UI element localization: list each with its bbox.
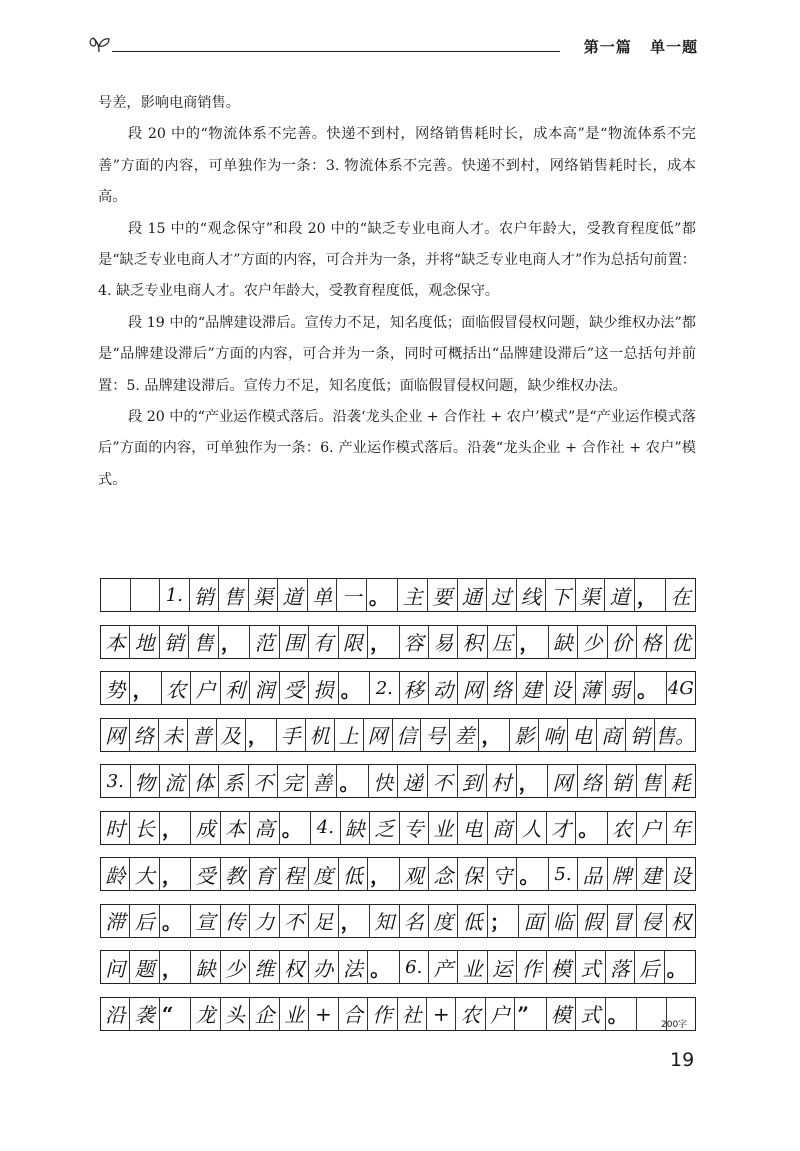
grid-cell: 农 <box>456 998 485 1030</box>
grid-cell: 格 <box>637 626 666 658</box>
grid-cell: 育 <box>250 858 279 890</box>
grid-cell: 合 <box>339 998 368 1030</box>
grid-cell: 4. <box>311 812 340 844</box>
header-rule <box>112 51 560 52</box>
grid-cell: 。 <box>606 998 637 1030</box>
grid-cell <box>131 579 161 611</box>
grid-cell: 过 <box>487 579 517 611</box>
grid-cell: 商 <box>597 719 626 751</box>
grid-cell: 一 <box>337 579 367 611</box>
grid-cell: 题 <box>130 951 159 983</box>
grid-cell: 。 <box>635 672 666 704</box>
grid-cell: 围 <box>280 626 309 658</box>
grid-cell: 业 <box>280 998 309 1030</box>
leaf-icon <box>86 30 112 56</box>
grid-cell: 人 <box>517 812 546 844</box>
word-count-label: 200字 <box>661 1020 688 1030</box>
page-number: 19 <box>670 1049 695 1071</box>
grid-cell: 络 <box>488 672 517 704</box>
paragraph: 段 20 中的“产业运作模式落后。沿袭‘龙头企业 + 合作社 + 农户’模式”是“产业运作模式落后”方面的内容，可单独作为一条：6. 产业运作模式落后。沿袭“龙头企业 + 合作社 + 农户”模式。 <box>98 409 696 488</box>
grid-cell: 道 <box>278 579 308 611</box>
section-title <box>584 36 698 57</box>
grid-cell: 名 <box>400 905 429 937</box>
grid-cell: 程 <box>280 858 309 890</box>
grid-cell: 本 <box>101 626 130 658</box>
grid-cell: 动 <box>429 672 458 704</box>
grid-cell: 缺 <box>191 951 220 983</box>
paragraph: 段 15 中的“观念保守”和段 20 中的“缺乏专业电商人才。农户年龄大，受教育程度低”都是“缺乏专业电商人才”方面的内容，可合并为一条，并将“缺乏专业电商人才”作为总括句前置：4. 缺乏专业电商人才。农户年龄大，受教育程度低，观念保守。 <box>98 220 696 300</box>
grid-cell: 。 <box>666 956 687 981</box>
grid-cell: 建 <box>637 858 666 890</box>
grid-cell: 头 <box>221 998 250 1030</box>
grid-cell: 业 <box>458 951 487 983</box>
grid-cell: 商 <box>488 812 517 844</box>
grid-cell: 建 <box>517 672 546 704</box>
grid-cell: 3. <box>101 765 131 797</box>
grid-cell: 优 <box>670 631 691 655</box>
grid-cell: 时 <box>101 812 130 844</box>
grid-cell: 户 <box>191 672 220 704</box>
grid-cell: 户 <box>486 998 515 1030</box>
paragraph: 段 20 中的“物流体系不完善。快递不到村，网络销售耗时长，成本高”是“物流体系不完善”方面的内容，可单独作为一条：3. 物流体系不完善。快递不到村，网络销售耗时长，成本高。 <box>98 126 696 206</box>
grid-cell: ， <box>517 626 548 658</box>
grid-cell: ， <box>368 626 399 658</box>
grid-cell: 高 <box>250 812 279 844</box>
grid-cell: ， <box>339 905 370 937</box>
paragraph: 号差，影响电商销售。 <box>98 95 240 111</box>
grid-row <box>100 811 696 845</box>
grid-cell: 低 <box>339 858 368 890</box>
grid-cell: 2. <box>370 672 399 704</box>
grid-cell: 运 <box>488 951 517 983</box>
grid-cell: 年 <box>670 817 691 841</box>
grid-cell: 宣 <box>191 905 220 937</box>
grid-cell <box>101 579 131 611</box>
grid-row <box>100 578 696 612</box>
grid-cell: 模 <box>547 951 576 983</box>
grid-cell: 保 <box>458 858 487 890</box>
grid-cell: 传 <box>221 905 250 937</box>
grid-cell: 观 <box>400 858 429 890</box>
grid-cell: 机 <box>306 719 335 751</box>
grid-cell: 村 <box>487 765 517 797</box>
grid-cell: 销 <box>607 765 637 797</box>
grid-cell: 售 <box>637 765 667 797</box>
grid-row <box>100 718 696 752</box>
grid-cell: 农 <box>608 812 637 844</box>
grid-cell: 农 <box>162 672 191 704</box>
grid-cell: 完 <box>278 765 308 797</box>
grid-cell: 销 <box>626 719 655 751</box>
grid-cell: ， <box>479 719 510 751</box>
grid-cell: 。 <box>367 579 399 611</box>
grid-cell: 企 <box>250 998 279 1030</box>
answer-grid <box>100 578 696 1043</box>
grid-cell: 体 <box>190 765 220 797</box>
grid-cell: 售 <box>219 579 249 611</box>
grid-cell: 手 <box>277 719 306 751</box>
grid-cell: 成 <box>191 812 220 844</box>
grid-cell: 品 <box>578 858 607 890</box>
grid-cell: 业 <box>429 812 458 844</box>
topic-label: 单一题 <box>649 38 698 56</box>
grid-cell: 销 <box>160 626 189 658</box>
grid-cell: 设 <box>547 672 576 704</box>
grid-cell: 范 <box>250 626 279 658</box>
grid-cell: 沿 <box>101 998 130 1030</box>
grid-cell: 。 <box>576 812 607 844</box>
grid-cell: 龙 <box>191 998 220 1030</box>
grid-cell: 差 <box>450 719 479 751</box>
grid-cell: 龄 <box>101 858 130 890</box>
grid-cell: + <box>427 998 456 1030</box>
grid-cell: 临 <box>549 905 578 937</box>
grid-cell: 到 <box>458 765 488 797</box>
grid-cell: 下 <box>546 579 576 611</box>
grid-cell: ， <box>160 812 191 844</box>
grid-cell: 普 <box>188 719 217 751</box>
grid-cell: 6. <box>400 951 429 983</box>
grid-cell: 上 <box>335 719 364 751</box>
grid-cell: 受 <box>191 858 220 890</box>
grid-row <box>100 671 696 705</box>
grid-cell: 善 <box>308 765 338 797</box>
grid-cell: 冒 <box>608 905 637 937</box>
grid-cell: ， <box>368 858 399 890</box>
grid-cell: 耗 <box>670 770 691 795</box>
grid-cell: 。 <box>339 672 370 704</box>
grid-cell: ” <box>515 998 546 1030</box>
grid-cell: 作 <box>517 951 546 983</box>
grid-cell: 1. <box>160 579 190 611</box>
grid-cell: 办 <box>309 951 338 983</box>
grid-cell: 产 <box>429 951 458 983</box>
grid-cell: 长 <box>130 812 159 844</box>
grid-cell: 地 <box>130 626 159 658</box>
grid-cell: 户 <box>637 812 666 844</box>
grid-cell: 。 <box>337 765 369 797</box>
grid-cell: 。 <box>280 812 311 844</box>
grid-cell: 后 <box>635 951 664 983</box>
grid-cell: 念 <box>429 858 458 890</box>
grid-cell: 缺 <box>341 812 370 844</box>
grid-cell: 模 <box>547 998 576 1030</box>
grid-cell: 后 <box>130 905 159 937</box>
grid-cell: 网 <box>364 719 393 751</box>
grid-cell: 5. <box>549 858 578 890</box>
grid-cell: 网 <box>101 719 130 751</box>
grid-cell: 未 <box>159 719 188 751</box>
grid-cell: 有 <box>309 626 338 658</box>
grid-cell: 侵 <box>637 905 666 937</box>
grid-cell: 专 <box>400 812 429 844</box>
grid-cell: 移 <box>400 672 429 704</box>
grid-cell: 知 <box>370 905 399 937</box>
explanation-text <box>98 88 696 496</box>
grid-cell: 润 <box>250 672 279 704</box>
running-header <box>86 30 698 60</box>
grid-cell: 乏 <box>370 812 399 844</box>
grid-cell: 守 <box>488 858 517 890</box>
grid-cell: 流 <box>160 765 190 797</box>
grid-cell: 利 <box>221 672 250 704</box>
grid-cell: 络 <box>130 719 159 751</box>
grid-cell: 不 <box>428 765 458 797</box>
grid-cell: 少 <box>578 626 607 658</box>
grid-row <box>100 950 696 984</box>
grid-row <box>100 764 696 798</box>
grid-cell: 销 <box>190 579 220 611</box>
grid-cell: 线 <box>517 579 547 611</box>
grid-cell: 。 <box>368 951 399 983</box>
grid-cell: 本 <box>221 812 250 844</box>
grid-cell: 作 <box>368 998 397 1030</box>
grid-cell: 足 <box>309 905 338 937</box>
grid-cell: 响 <box>539 719 568 751</box>
grid-cell: 不 <box>249 765 279 797</box>
grid-cell: 大 <box>130 858 159 890</box>
grid-cell: “ <box>160 998 191 1030</box>
grid-cell: 价 <box>608 626 637 658</box>
grid-cell: 单 <box>308 579 338 611</box>
grid-cell: 。 <box>160 905 191 937</box>
grid-cell: 4G <box>667 677 694 699</box>
grid-cell: 售。 <box>655 724 696 748</box>
grid-cell: ； <box>488 905 519 937</box>
grid-cell: 度 <box>309 858 338 890</box>
grid-cell: 弱 <box>606 672 635 704</box>
grid-cell: 物 <box>131 765 161 797</box>
grid-cell: 问 <box>101 951 130 983</box>
grid-cell: 法 <box>339 951 368 983</box>
grid-cell: 网 <box>548 765 578 797</box>
grid-cell: ， <box>246 719 277 751</box>
grid-row <box>100 625 696 659</box>
grid-cell: 电 <box>458 812 487 844</box>
grid-cell: 低 <box>458 905 487 937</box>
grid-cell: 限 <box>339 626 368 658</box>
grid-cell: 网 <box>458 672 487 704</box>
grid-cell: 袭 <box>130 998 159 1030</box>
grid-cell: 影 <box>510 719 539 751</box>
grid-cell: 权 <box>670 910 691 934</box>
grid-cell: + <box>309 998 338 1030</box>
grid-cell: 信 <box>393 719 422 751</box>
grid-cell: 。 <box>517 858 548 890</box>
paragraph: 段 19 中的“品牌建设滞后。宣传力不足，知名度低；面临假冒侵权问题，缺少维权办法”都是“品牌建设滞后”方面的内容，可合并为一条，同时可概括出“品牌建设滞后”这一总括句并前置：5. 品牌建设滞后。宣传力不足，知名度低；面临假冒侵权问题，缺少维权办法。 <box>98 314 696 394</box>
grid-cell: ， <box>160 951 191 983</box>
grid-cell: 通 <box>458 579 488 611</box>
grid-cell: 渠 <box>249 579 279 611</box>
grid-cell: 面 <box>519 905 548 937</box>
grid-cell: 易 <box>429 626 458 658</box>
grid-cell: 式 <box>576 998 605 1030</box>
grid-cell: 电 <box>568 719 597 751</box>
grid-cell: 受 <box>280 672 309 704</box>
grid-cell: 要 <box>428 579 458 611</box>
grid-cell: 损 <box>309 672 338 704</box>
grid-cell: ， <box>160 858 191 890</box>
grid-cell: 在 <box>670 584 691 609</box>
grid-cell: 道 <box>605 579 635 611</box>
grid-cell: 假 <box>578 905 607 937</box>
grid-cell: 落 <box>606 951 635 983</box>
grid-cell: 压 <box>488 626 517 658</box>
section-label: 第一篇 <box>583 38 632 56</box>
grid-cell: 号 <box>421 719 450 751</box>
grid-cell: 及 <box>217 719 246 751</box>
grid-row <box>100 857 696 891</box>
grid-cell: 式 <box>576 951 605 983</box>
grid-cell: ， <box>517 765 549 797</box>
grid-cell: 积 <box>458 626 487 658</box>
grid-row <box>100 997 696 1031</box>
grid-cell: 才 <box>547 812 576 844</box>
grid-cell: 势 <box>101 672 130 704</box>
grid-cell: 售 <box>189 626 218 658</box>
grid-cell: 度 <box>429 905 458 937</box>
grid-cell: 社 <box>398 998 427 1030</box>
grid-cell: ， <box>219 626 250 658</box>
grid-cell: 少 <box>221 951 250 983</box>
grid-cell: 力 <box>250 905 279 937</box>
grid-cell: ， <box>635 579 667 611</box>
grid-cell: 快 <box>369 765 399 797</box>
grid-cell: 渠 <box>576 579 606 611</box>
grid-cell: 教 <box>221 858 250 890</box>
grid-cell: 递 <box>398 765 428 797</box>
grid-cell: 权 <box>280 951 309 983</box>
grid-cell: 络 <box>578 765 608 797</box>
grid-cell: 维 <box>250 951 279 983</box>
grid-cell: 牌 <box>608 858 637 890</box>
grid-cell: 容 <box>400 626 429 658</box>
grid-cell: ， <box>130 672 161 704</box>
grid-cell: 滞 <box>101 905 130 937</box>
grid-cell: 薄 <box>576 672 605 704</box>
grid-cell: 系 <box>219 765 249 797</box>
grid-cell: 主 <box>398 579 428 611</box>
grid-cell: 设 <box>670 863 691 888</box>
grid-cell: 缺 <box>549 626 578 658</box>
grid-row <box>100 904 696 938</box>
grid-cell: 不 <box>280 905 309 937</box>
